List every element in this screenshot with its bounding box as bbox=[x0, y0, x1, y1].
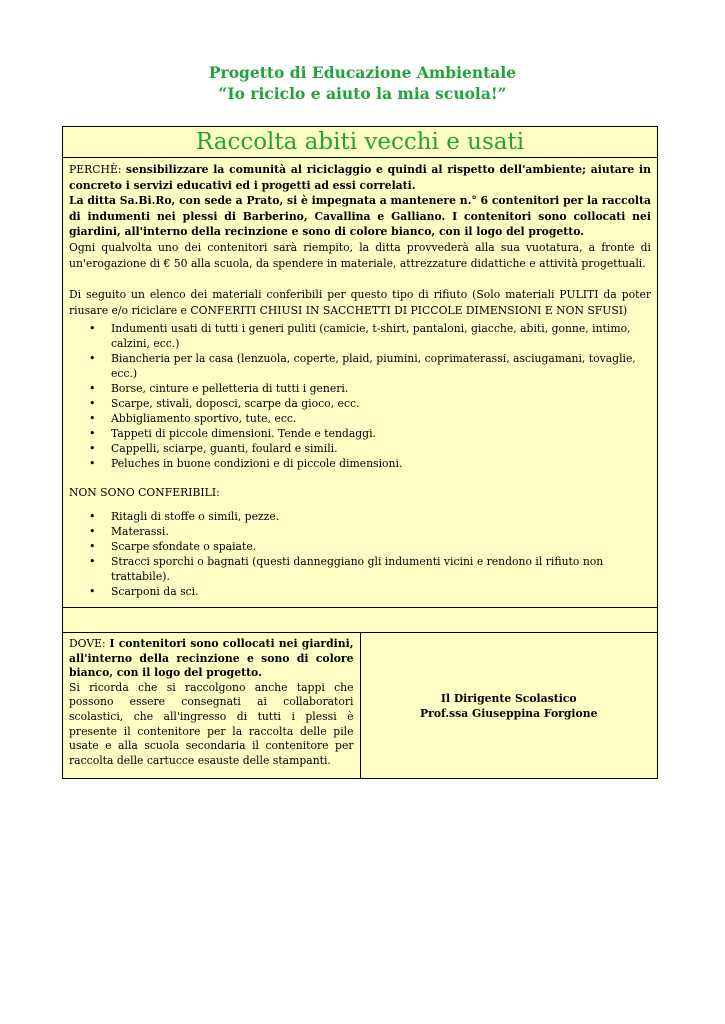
svuotatura-paragraph: Ogni qualvolta uno dei contenitori sarà riempito, la ditta provvederà alla sua vuotatura, a fronte di un'erogazione di € 50 alla scuola, da spendere in materiale, attrezzature didattiche e attività progettuali. bbox=[69, 240, 651, 270]
list-item: • Abbigliamento sportivo, tute, ecc. bbox=[111, 411, 651, 426]
dove-label: DOVE: bbox=[69, 636, 110, 650]
dove-cell bbox=[63, 632, 361, 778]
main-content bbox=[63, 158, 658, 608]
spacer-row bbox=[63, 607, 658, 632]
ditta-paragraph: La ditta Sa.Bi.Ro, con sede a Prato, si è impegnata a mantenere n.° 6 contenitori per la raccolta di indumenti nei plessi di Barberino, Cavallina e Galliano. I contenitori sono collocati nei giardini, all'interno della recinzione e sono di colore bianco, con il logo del progetto. bbox=[69, 194, 651, 239]
list-item: • Scarpe sfondate o spaiate. bbox=[111, 539, 651, 554]
list-item: • Borse, cinture e pelletteria di tutti i generi. bbox=[111, 381, 651, 396]
list-item: • Cappelli, sciarpe, guanti, foulard e simili. bbox=[111, 441, 651, 456]
list-item: • Ritagli di stoffe o simili, pezze. bbox=[111, 509, 651, 524]
project-title: Progetto di Educazione Ambientale bbox=[208, 63, 517, 82]
list-item: • Scarponi da sci. bbox=[111, 584, 651, 599]
perche-text: sensibilizzare la comunità al riciclaggio e quindi al rispetto dell'ambiente; aiutare in concreto i servizi educativi ed i progetti ad essi correlati. bbox=[69, 163, 651, 192]
perche-label: PERCHÈ: bbox=[69, 163, 126, 176]
list-item: • Materassi. bbox=[111, 524, 651, 539]
project-slogan: “Io riciclo e aiuto la mia scuola!” bbox=[218, 84, 507, 103]
non-conferibili-list bbox=[69, 509, 651, 599]
dove-note: Si ricorda che si raccolgono anche tappi che possono essere consegnati ai collaboratori scolastici, che all'ingresso di tutti i plessi è presente il contenitore per la raccolta delle pile usate e alla scuola secondaria il contenitore per raccolta delle cartucce esauste delle stampanti. bbox=[69, 680, 354, 767]
page-title: Raccolta abiti vecchi e usati bbox=[63, 127, 658, 158]
signature-cell bbox=[360, 632, 658, 778]
signature-name: Prof.ssa Giuseppina Forgione bbox=[420, 706, 598, 720]
info-table bbox=[62, 126, 658, 779]
list-item: • Peluches in buone condizioni e di piccole dimensioni. bbox=[111, 456, 651, 471]
non-conferibili-label: NON SONO CONFERIBILI: bbox=[69, 486, 220, 500]
list-item: • Scarpe, stivali, doposci, scarpe da gioco, ecc. bbox=[111, 396, 651, 411]
list-item: • Biancheria per la casa (lenzuola, coperte, plaid, piumini, coprimaterassi, asciugamani, tovaglie, ecc.) bbox=[111, 351, 651, 381]
conferibili-list bbox=[69, 321, 651, 471]
dove-text: I contenitori sono collocati nei giardini, all'interno della recinzione e sono di colore bianco, con il logo del progetto. bbox=[69, 636, 354, 680]
signature-role: Il Dirigente Scolastico bbox=[440, 691, 577, 705]
list-item: • Tappeti di piccole dimensioni. Tende e tendaggi. bbox=[111, 426, 651, 441]
document-header bbox=[0, 62, 725, 104]
perche-paragraph bbox=[69, 162, 651, 193]
dove-paragraph bbox=[69, 637, 354, 681]
elenco-intro: Di seguito un elenco dei materiali conferibili per questo tipo di rifiuto (Solo materiali PULITI da poter riusare e/o riciclare e CONFERITI CHIUSI IN SACCHETTI DI PICCOLE DIMENSIONI E NON SFUSI) bbox=[69, 288, 651, 317]
list-item: • Stracci sporchi o bagnati (questi danneggiano gli indumenti vicini e rendono il rifiuto non trattabile). bbox=[111, 554, 651, 584]
list-item: • Indumenti usati di tutti i generi puliti (camicie, t-shirt, pantaloni, giacche, abiti, gonne, intimo, calzini, ecc.) bbox=[111, 321, 651, 351]
